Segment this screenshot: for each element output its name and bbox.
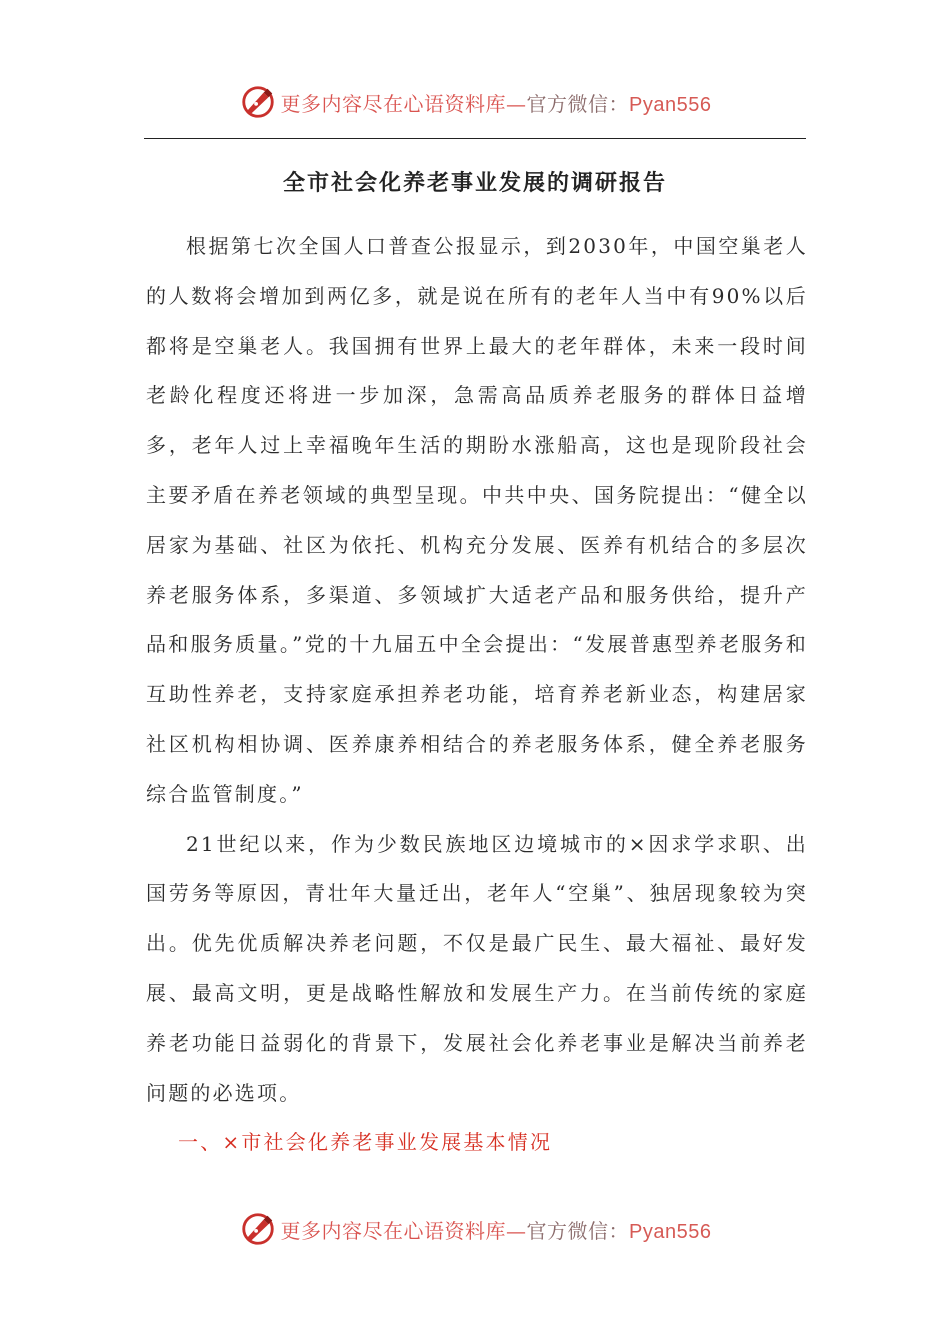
document-body — [146, 222, 808, 1168]
header-brand-text: 更多内容尽在心语资料库— — [280, 91, 527, 116]
section-heading: 一、×市社会化养老事业发展基本情况 — [178, 1130, 553, 1155]
body-paragraph-1: 根据第七次全国人口普查公报显示，到2030年，中国空巢老人的人数将会增加到两亿多，就是说在所有的老年人当中有90%以后都将是空巢老人。我国拥有世界上最大的老年群体，未来一段时间老龄化程度还将进一步加深，急需高品质养老服务的群体日益增多，老年人过上幸福晚年生活的期盼水涨船高，这也是现阶段社会主要矛盾在养老领域的典型呈现。中共中央、国务院提出：“健全以居家为基础、社区为依托、机构充分发展、医养有机结合的多层次养老服务体系，多渠道、多领域扩大适老产品和服务供给，提升产品和服务质量。”党的十九届五中全会提出：“发展普惠型养老服务和互助性养老，支持家庭承担养老功能，培育养老新业态，构建居家社区机构相协调、医养康养相结合的养老服务体系，健全养老服务综合监管制度。” — [146, 234, 808, 806]
page-header — [0, 80, 950, 124]
pen-nib-logo-icon — [239, 83, 277, 121]
footer-brand-text: 更多内容尽在心语资料库— — [280, 1218, 527, 1243]
header-wechat-label: 官方微信： — [526, 91, 630, 116]
pen-nib-logo-icon — [239, 1210, 277, 1248]
footer-wechat-handle: Pyan556 — [629, 1220, 712, 1243]
document-title: 全市社会化养老事业发展的调研报告 — [282, 171, 667, 196]
header-wechat-handle: Pyan556 — [629, 93, 712, 116]
header-divider — [144, 138, 806, 139]
body-paragraph-2: 21世纪以来，作为少数民族地区边境城市的×因求学求职、出国劳务等原因，青壮年大量迁出，老年人“空巢”、独居现象较为突出。优先优质解决养老问题，不仅是最广民生、最大福祉、最好发展、最高文明，更是战略性解放和发展生产力。在当前传统的家庭养老功能日益弱化的背景下，发展社会化养老事业是解决当前养老问题的必选项。 — [146, 831, 808, 1105]
header-brand — [239, 83, 712, 121]
footer-brand — [239, 1210, 712, 1248]
page-footer — [0, 1207, 950, 1251]
footer-wechat-label: 官方微信： — [526, 1218, 630, 1243]
